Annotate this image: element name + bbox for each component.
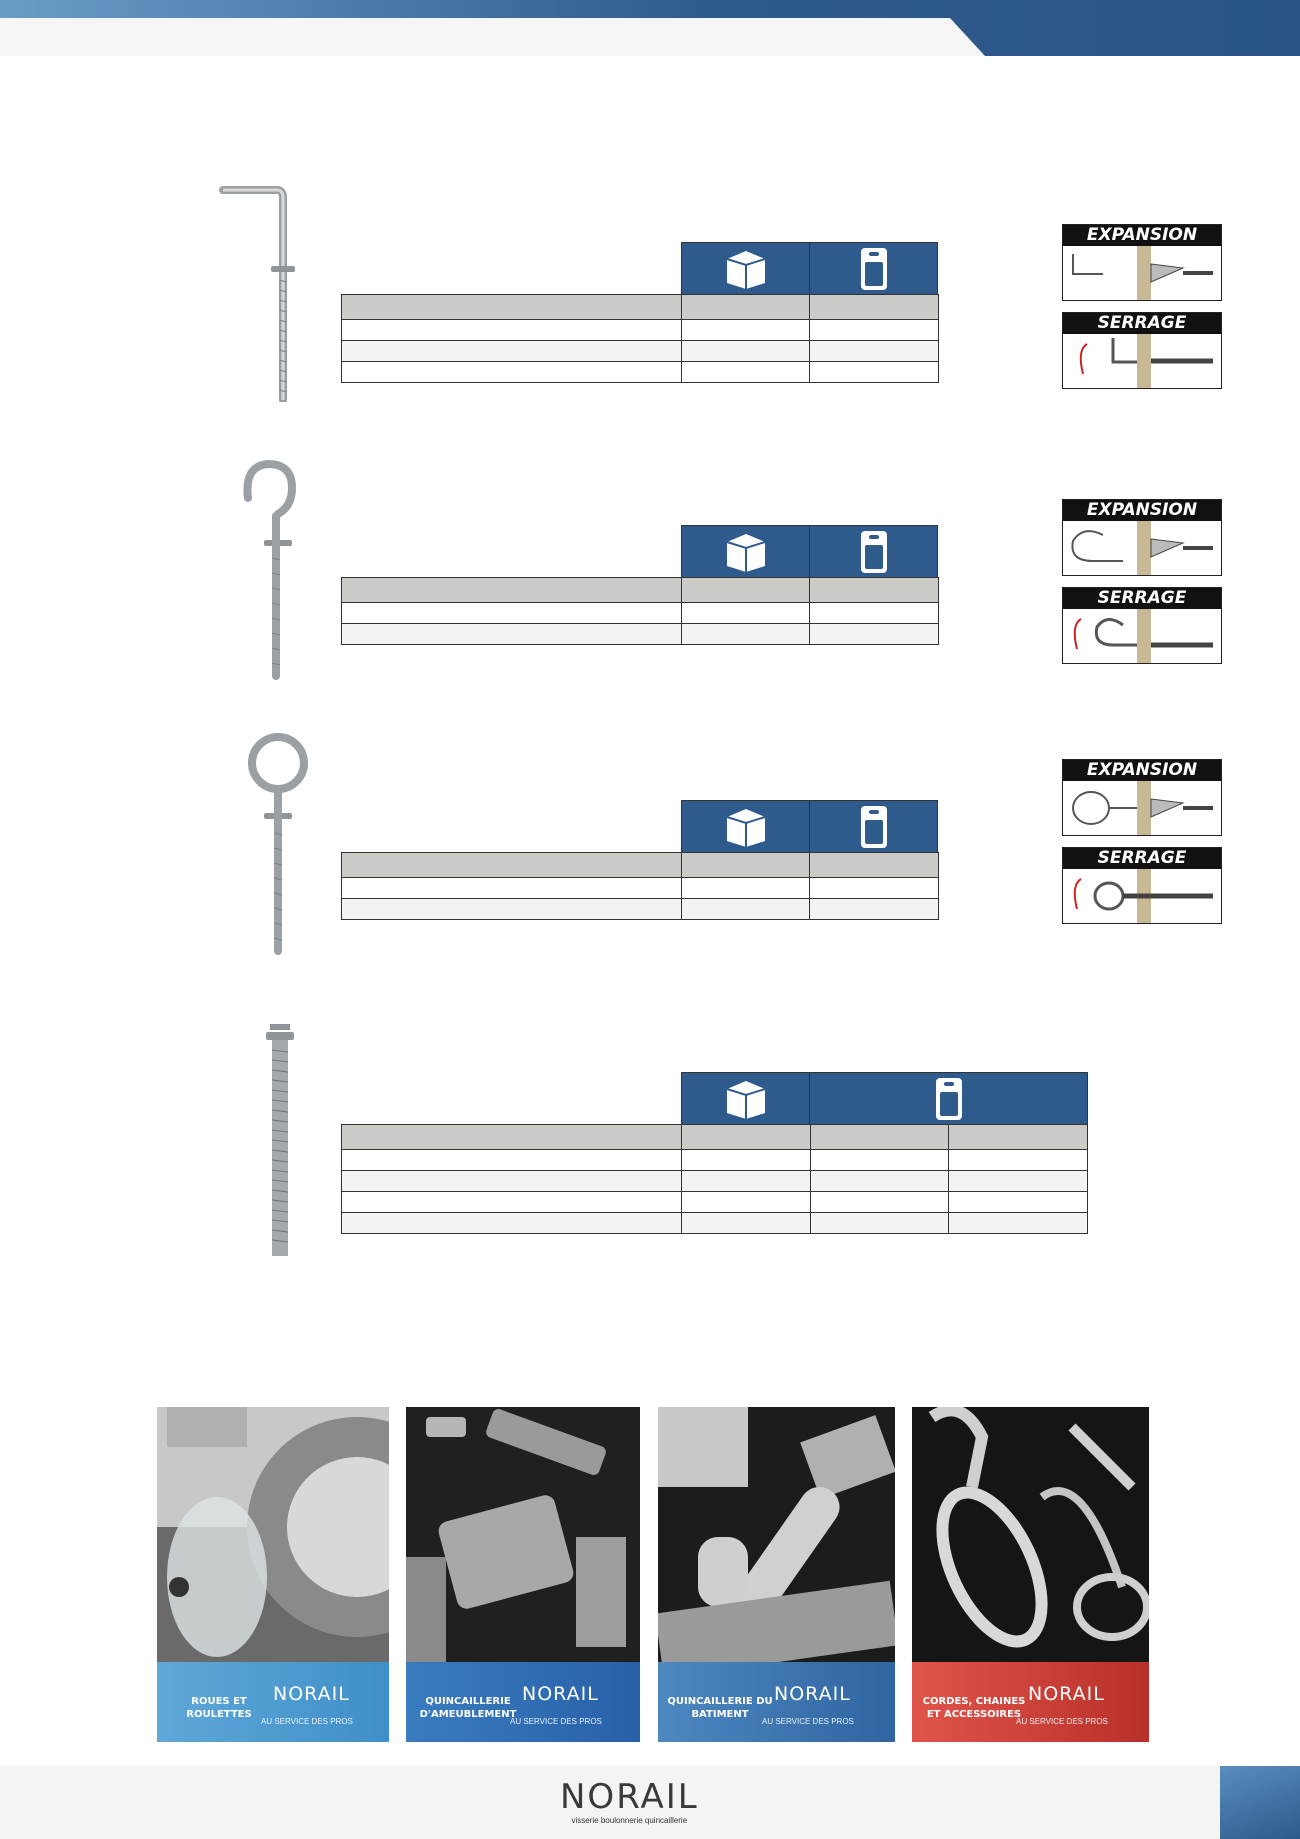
catalog-quincaillerie-ameublement[interactable] bbox=[406, 1407, 640, 1742]
header-bar bbox=[0, 0, 1300, 56]
expansion-diagram: EXPANSION bbox=[1062, 224, 1222, 301]
catalog-roues-et-roulettes[interactable] bbox=[157, 1407, 389, 1742]
catalog-tagline: AU SERVICE DES PROS bbox=[762, 1717, 854, 1726]
box-packaging-header bbox=[681, 1072, 810, 1125]
caster-wheel-photo bbox=[157, 1407, 389, 1662]
install-diagram-l-hook bbox=[1062, 224, 1222, 400]
box-packaging-header bbox=[681, 800, 810, 853]
norail-logo-text: NORAIL bbox=[522, 1683, 599, 1705]
blister-pack-icon bbox=[934, 1076, 964, 1122]
install-diagram-open-hook bbox=[1062, 499, 1222, 675]
catalog-title: ROUES ET ROULETTES bbox=[186, 1696, 252, 1720]
box-packaging-header bbox=[681, 242, 810, 295]
install-diagram-eye-bolt bbox=[1062, 759, 1222, 935]
open-hook-bolt-image bbox=[240, 458, 320, 680]
catalog-cordes-chaines[interactable] bbox=[912, 1407, 1149, 1742]
norail-logo-text: NORAIL bbox=[774, 1683, 851, 1705]
blister-packaging-header bbox=[809, 242, 938, 295]
product-table-threaded-stud bbox=[341, 1124, 1088, 1234]
catalog-title: QUINCAILLERIE DU BATIMENT bbox=[667, 1696, 773, 1720]
page-corner-tab bbox=[1220, 1766, 1300, 1839]
blister-pack-icon bbox=[859, 246, 889, 292]
footer-tagline: visserie boulonnerie quincaillerie bbox=[571, 1816, 688, 1825]
footer-logo bbox=[560, 1777, 699, 1825]
blister-pack-icon bbox=[859, 529, 889, 575]
product-table-eye-bolt bbox=[341, 852, 939, 920]
box-icon bbox=[723, 530, 769, 574]
hinge-photo bbox=[406, 1407, 640, 1662]
catalog-title: CORDES, CHAINES ET ACCESSOIRES bbox=[922, 1696, 1026, 1720]
eye-bolt-image bbox=[240, 733, 320, 955]
threaded-stud-image bbox=[262, 1020, 302, 1256]
serrage-diagram: SERRAGE bbox=[1062, 312, 1222, 389]
serrage-diagram: SERRAGE bbox=[1062, 847, 1222, 924]
l-hook-bolt-image bbox=[215, 180, 295, 402]
expansion-diagram: EXPANSION bbox=[1062, 759, 1222, 836]
norail-logo-text: NORAIL bbox=[273, 1683, 350, 1705]
serrage-diagram: SERRAGE bbox=[1062, 587, 1222, 664]
catalog-tagline: AU SERVICE DES PROS bbox=[1016, 1717, 1108, 1726]
blister-packaging-header bbox=[809, 1072, 1088, 1125]
product-table-open-hook bbox=[341, 577, 939, 645]
blister-packaging-header bbox=[809, 525, 938, 578]
box-icon bbox=[723, 805, 769, 849]
expansion-diagram: EXPANSION bbox=[1062, 499, 1222, 576]
box-packaging-header bbox=[681, 525, 810, 578]
building-hardware-photo bbox=[658, 1407, 895, 1662]
catalog-tagline: AU SERVICE DES PROS bbox=[261, 1717, 353, 1726]
catalog-tagline: AU SERVICE DES PROS bbox=[510, 1717, 602, 1726]
blister-packaging-header bbox=[809, 800, 938, 853]
norail-logo-text: NORAIL bbox=[560, 1777, 699, 1817]
blister-pack-icon bbox=[859, 804, 889, 850]
catalog-quincaillerie-batiment[interactable] bbox=[658, 1407, 895, 1742]
norail-logo-text: NORAIL bbox=[1028, 1683, 1105, 1705]
catalog-title: QUINCAILLERIE D'AMEUBLEMENT bbox=[419, 1696, 517, 1720]
box-icon bbox=[723, 247, 769, 291]
shackle-carabiner-photo bbox=[912, 1407, 1149, 1662]
product-table-l-hook bbox=[341, 294, 939, 383]
box-icon bbox=[723, 1077, 769, 1121]
